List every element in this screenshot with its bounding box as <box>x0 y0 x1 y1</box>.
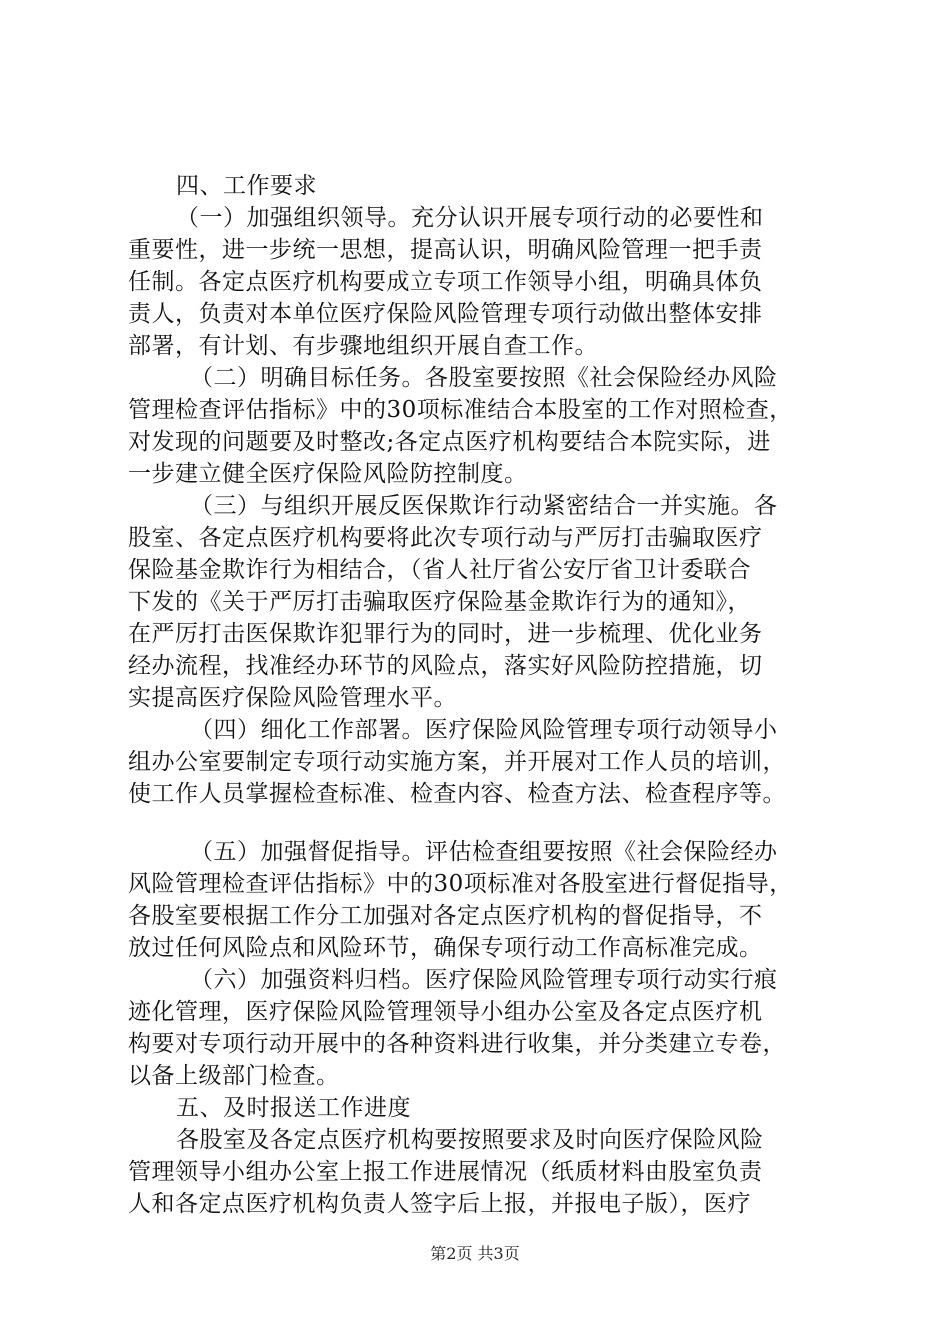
text-line: （五）加强督促指导。评估检查组要按照《社会保险经办 <box>190 839 778 865</box>
paragraph <box>128 1124 840 1220</box>
text-line: 对发现的问题要及时整改;各定点医疗机构要结合本院实际，进 <box>128 429 771 455</box>
text-line: 保险基金欺诈行为相结合，（省人社厅省公安厅省卫计委联合 <box>128 557 751 583</box>
text-line: 实提高医疗保险风险管理水平。 <box>128 685 457 711</box>
text-line: 责人，负责对本单位医疗保险风险管理专项行动做出整体安排 <box>128 301 763 327</box>
text-line: 在严厉打击医保欺诈犯罪行为的同时，进一步梳理、优化业务 <box>128 621 763 647</box>
paragraph-gap <box>128 810 840 836</box>
text-line: 经办流程，找准经办环节的风险点，落实好风险防控措施，切 <box>128 653 763 679</box>
paragraph <box>128 1092 840 1124</box>
text-line: 五、及时报送工作进度 <box>176 1095 411 1121</box>
text-line: 管理检查评估指标》中的30项标准结合本股室的工作对照检查， <box>128 397 793 423</box>
text-line: 部署，有计划、有步骤地组织开展自查工作。 <box>128 333 598 359</box>
page-number: 第2页 共3页 <box>430 1244 520 1263</box>
text-line: 组办公室要制定专项行动实施方案，并开展对工作人员的培训， <box>128 749 786 775</box>
text-line: 重要性，进一步统一思想，提高认识，明确风险管理一把手责 <box>128 237 763 263</box>
document-body <box>128 170 840 1220</box>
text-line: 各股室及各定点医疗机构要按照要求及时向医疗保险风险 <box>176 1127 764 1153</box>
text-line: 放过任何风险点和风险环节，确保专项行动工作高标准完成。 <box>128 935 763 961</box>
text-line: 管理领导小组办公室上报工作进展情况（纸质材料由股室负责 <box>128 1159 763 1185</box>
paragraph <box>128 170 840 202</box>
paragraph <box>128 964 840 1092</box>
text-line: 构要对专项行动开展中的各种资料进行收集，并分类建立专卷， <box>128 1031 786 1057</box>
text-line: 任制。各定点医疗机构要成立专项工作领导小组，明确具体负 <box>128 269 763 295</box>
paragraph <box>128 836 840 964</box>
text-line: 以备上级部门检查。 <box>128 1063 340 1089</box>
text-line: 各股室要根据工作分工加强对各定点医疗机构的督促指导，不 <box>128 903 763 929</box>
text-line: 迹化管理，医疗保险风险管理领导小组办公室及各定点医疗机 <box>128 999 763 1025</box>
paragraph <box>128 714 840 810</box>
text-line: 四、工作要求 <box>176 173 317 199</box>
paragraph <box>128 490 840 714</box>
text-line: 一步建立健全医疗保险风险防控制度。 <box>128 461 528 487</box>
paragraph <box>128 362 840 490</box>
text-line: 风险管理检查评估指标》中的30项标准对各股室进行督促指导， <box>128 871 793 897</box>
text-line: 股室、各定点医疗机构要将此次专项行动与严厉打击骗取医疗 <box>128 525 763 551</box>
text-line: （一）加强组织领导。充分认识开展专项行动的必要性和 <box>176 205 764 231</box>
text-line: 使工作人员掌握检查标准、检查内容、检查方法、检查程序等。 <box>128 781 786 807</box>
text-line: （二）明确目标任务。各股室要按照《社会保险经办风险 <box>190 365 778 391</box>
text-line: （三）与组织开展反医保欺诈行动紧密结合一并实施。各 <box>190 493 778 519</box>
text-line: 人和各定点医疗机构负责人签字后上报，并报电子版），医疗 <box>128 1191 751 1217</box>
text-line: 下发的《关于严厉打击骗取医疗保险基金欺诈行为的通知》， <box>128 589 751 615</box>
paragraph <box>128 202 840 362</box>
text-line: （四）细化工作部署。医疗保险风险管理专项行动领导小 <box>190 717 778 743</box>
text-line: （六）加强资料归档。医疗保险风险管理专项行动实行痕 <box>190 967 778 993</box>
